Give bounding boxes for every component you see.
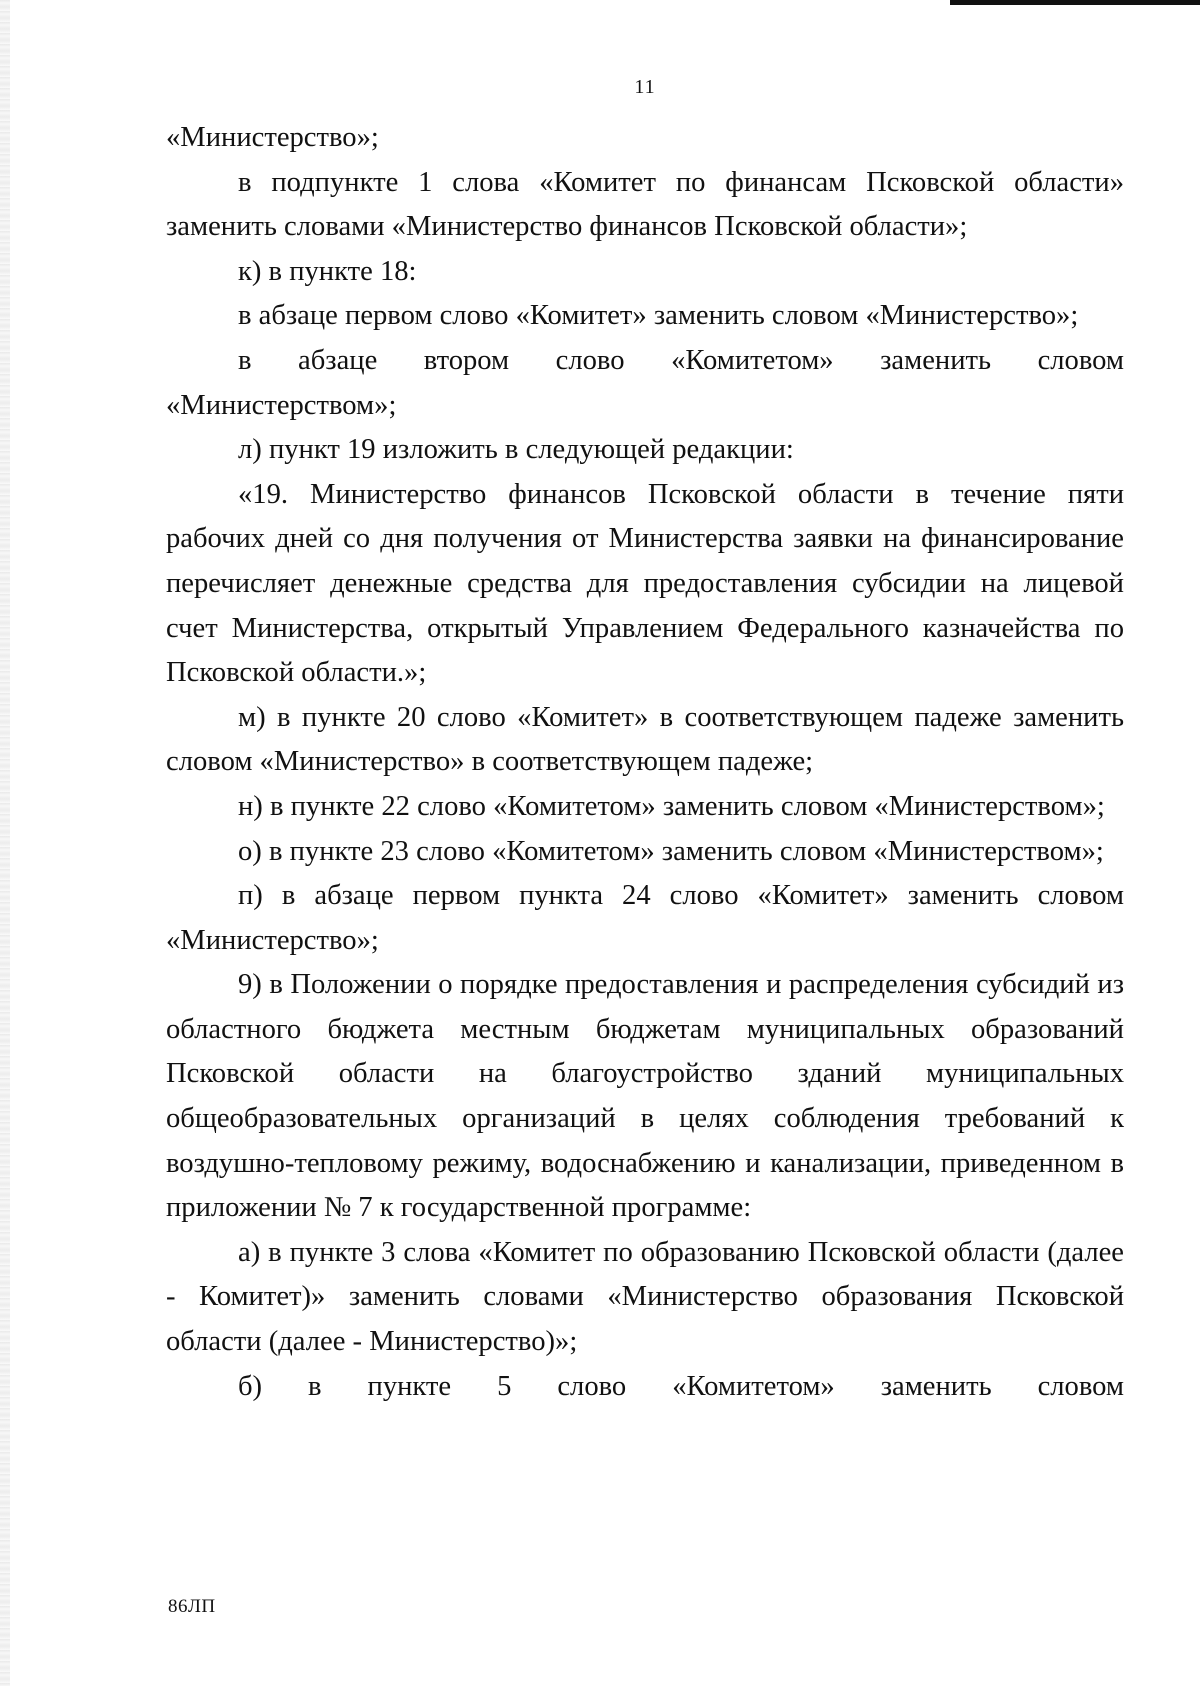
- paragraph: в абзаце втором слово «Комитетом» заменить словом «Министерством»;: [166, 344, 1124, 421]
- paragraph-item-o: о) в пункте 23 слово «Комитетом» заменить словом «Министерством»;: [238, 835, 1104, 867]
- paragraph-continuation: «Министерство»;: [166, 122, 379, 153]
- document-body: [166, 116, 1124, 1409]
- page-number: 11: [634, 76, 656, 98]
- paragraph: в абзаце первом слово «Комитет» заменить словом «Министерство»;: [238, 300, 1079, 332]
- paragraph-item-n: н) в пункте 22 слово «Комитетом» заменить словом «Министерством»;: [238, 790, 1105, 822]
- top-rule-line: [950, 0, 1200, 5]
- paragraph-item-l: л) пункт 19 изложить в следующей редакции:: [238, 434, 794, 466]
- paragraph-item-m: м) в пункте 20 слово «Комитет» в соответствующем падеже заменить словом «Министерство» в соответствующем падеже;: [166, 701, 1124, 778]
- paragraph-item-k: к) в пункте 18:: [238, 255, 417, 287]
- paragraph: в подпункте 1 слова «Комитет по финансам Псковской области» заменить словами «Министерство финансов Псковской области»;: [166, 166, 1124, 243]
- paragraph-item-9: 9) в Положении о порядке предоставления и распределения субсидий из областного бюджета местным бюджетам муниципальных образований Псковской области на благоустройство зданий муниципальных общеобразовательных организаций в целях соблюдения требований к воздушно-тепловому режиму, водоснабжению и канализации, приведенном в приложении № 7 к государственной программе:: [166, 969, 1124, 1224]
- paragraph-quote-19: «19. Министерство финансов Псковской области в течение пяти рабочих дней со дня получения от Министерства заявки на финансирование перечисляет денежные средства для предоставления субсидии на лицевой счет Министерства, открытый Управлением Федерального казначейства по Псковской области.»;: [166, 478, 1124, 689]
- paragraph-item-a: а) в пункте 3 слова «Комитет по образованию Псковской области (далее - Комитет)» заменить словами «Министерство образования Псковской области (далее - Министерство)»;: [166, 1236, 1124, 1358]
- paragraph-item-b: б) в пункте 5 слово «Комитетом» заменить словом: [238, 1370, 1124, 1402]
- paragraph-item-p: п) в абзаце первом пункта 24 слово «Комитет» заменить словом «Министерство»;: [166, 880, 1124, 956]
- scan-edge-artifact: [0, 0, 10, 1686]
- footer-code: 86ЛП: [168, 1596, 216, 1617]
